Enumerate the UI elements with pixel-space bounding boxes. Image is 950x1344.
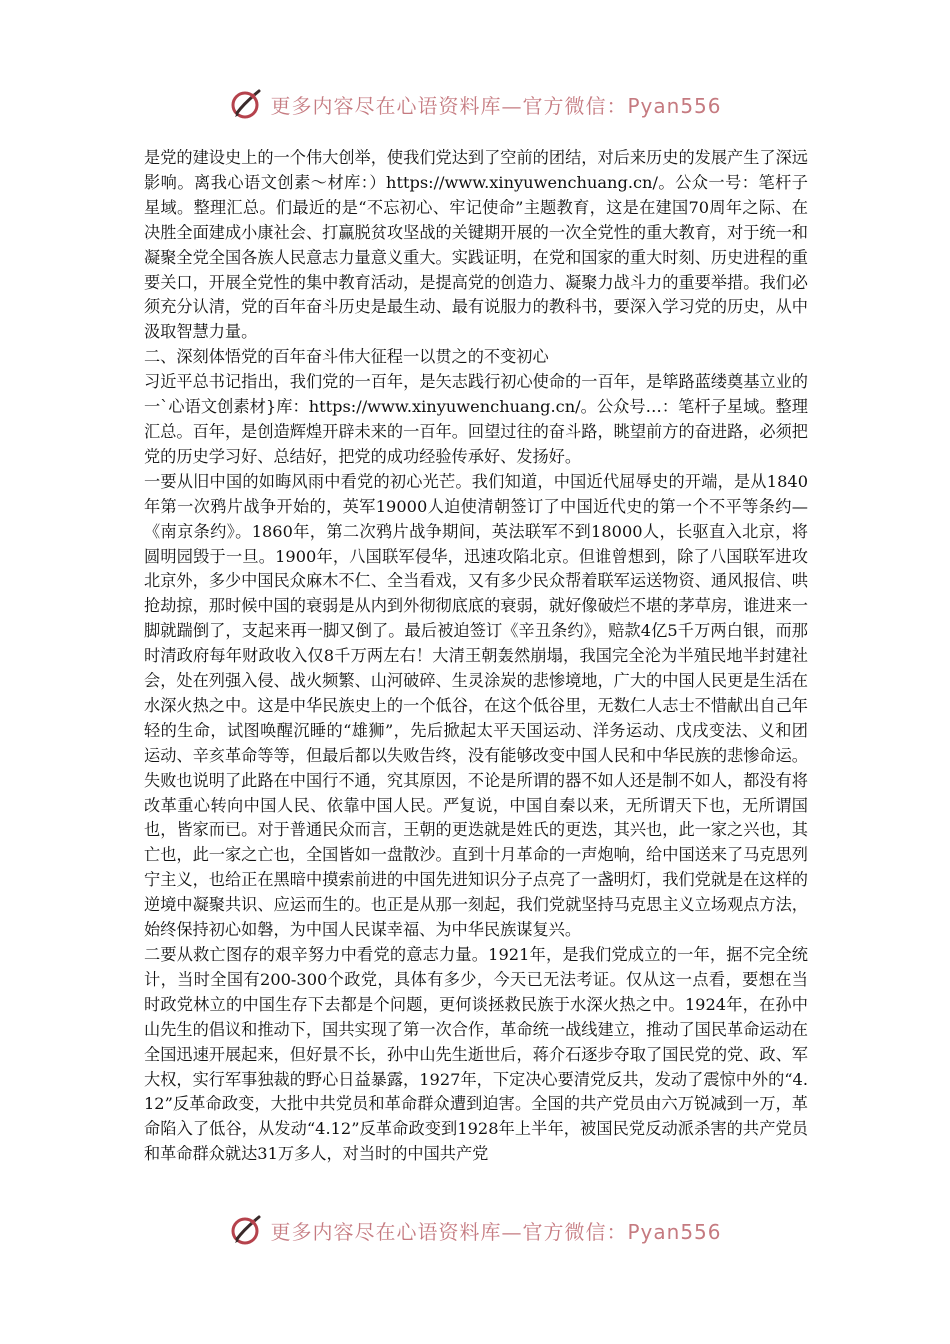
paragraph-1: 是党的建设史上的一个伟大创举，使我们党达到了空前的团结，对后来历史的发展产生了深远影响。离我心语文创素～材库：）https://www.xinyuwenchuang.cn/。公众一号：笔杆子星域。整理汇总。们最近的是“不忘初心、牢记使命”主题教育，这是在建国70周年之际、在决胜全面建成小康社会、打赢脱贫攻坚战的关键期开展的一次全党性的重大教育，对于统一和凝聚全党全国各族人民意志力量意义重大。实践证明，在党和国家的重大时刻、历史进程的重要关口，开展全党性的集中教育活动，是提高党的创造力、凝聚力战斗力的重要举措。我们必须充分认清，党的百年奋斗历史是最生动、最有说服力的教科书，要深入学习党的历史，从中汲取智慧力量。 — [144, 148, 808, 342]
footer-watermark-banner — [0, 1208, 950, 1252]
paragraph-3: 一要从旧中国的如晦风雨中看党的初心光芒。我们知道，中国近代屈辱史的开端，是从1840年第一次鸦片战争开始的，英军19000人迫使清朝签订了中国近代史的第一个不平等条约—《南京条约》。1860年，第二次鸦片战争期间，英法联军不到18000人，长驱直入北京，将圆明园毁于一旦。1900年，八国联军侵华，迅速攻陷北京。但谁曾想到，除了八国联军进攻北京外，多少中国民众麻木不仁、全当看戏，又有多少民众帮着联军运送物资、通风报信、哄抢劫掠，那时候中国的衰弱是从内到外彻彻底底的衰弱，就好像破烂不堪的茅草房，谁进来一脚就踹倒了，支起来再一脚又倒了。最后被迫签订《辛丑条约》，赔款4亿5千万两白银，而那时清政府每年财政收入仅8千万两左右！大清王朝轰然崩塌，我国完全沦为半殖民地半封建社会，处在列强入侵、战火频繁、山河破碎、生灵涂炭的悲惨境地，广大的中国人民更是生活在水深火热之中。这是中华民族史上的一个低谷，在这个低谷里，无数仁人志士不惜献出自己年轻的生命，试图唤醒沉睡的“雄狮”，先后掀起太平天国运动、洋务运动、戊戌变法、义和团运动、辛亥革命等等，但最后都以失败告终，没有能够改变中国人民和中华民族的悲惨命运。失败也说明了此路在中国行不通，究其原因，不论是所谓的器不如人还是制不如人，都没有将改革重心转向中国人民、依靠中国人民。严复说，中国自秦以来，无所谓天下也，无所谓国也，皆家而已。对于普通民众而言，王朝的更迭就是姓氏的更迭，其兴也，此一家之兴也，其亡也，此一家之亡也，全国皆如一盘散沙。直到十月革命的一声炮响，给中国送来了马克思列宁主义，也给正在黑暗中摸索前进的中国先进知识分子点亮了一盏明灯，我们党就是在这样的逆境中凝聚共识、应运而生的。也正是从那一刻起，我们党就坚持马克思主义立场观点方法，始终保持初心如磐，为中国人民谋幸福、为中华民族谋复兴。 — [144, 471, 808, 940]
ink-brush-logo-icon — [228, 86, 264, 122]
paragraph-4: 二要从救亡图存的艰辛努力中看党的意志力量。1921年，是我们党成立的一年，据不完全统计，当时全国有200-300个政党，具体有多少，今天已无法考证。仅从这一点看，要想在当时政党林立的中国生存下去都是个问题，更何谈拯救民族于水深火热之中。1924年，在孙中山先生的倡议和推动下，国共实现了第一次合作，革命统一战线建立，推动了国民革命运动在全国迅速开展起来，但好景不长，孙中山先生逝世后，蒋介石逐步夺取了国民党的党、政、军大权，实行军事独裁的野心日益暴露，1927年，下定决心要清党反共，发动了震惊中外的“4.12”反革命政变，大批中共党员和革命群众遭到迫害。全国的共产党员由六万锐减到一万，革命陷入了低谷，从发动“4.12”反革命政变到1928年上半年，被国民党反动派杀害的共产党员和革命群众就达31万多人，对当时的中国共产党 — [144, 945, 808, 1164]
paragraph-2: 习近平总书记指出，我们党的一百年，是矢志践行初心使命的一百年，是筚路蓝缕奠基立业的一`心语文创素材}库：https://www.xinyuwenchuang.cn/。公众号…：笔杆子星域。整理汇总。百年，是创造辉煌开辟未来的一百年。回望过往的奋斗路，眺望前方的奋进路，必须把党的历史学习好、总结好，把党的成功经验传承好、发扬好。 — [144, 372, 808, 466]
document-body — [144, 146, 808, 1167]
footer-watermark-text: 更多内容尽在心语资料库—官方微信：Pyan556 — [270, 1219, 722, 1244]
header-wechat-id: Pyan556 — [627, 93, 722, 118]
ink-brush-logo-icon — [228, 1212, 264, 1248]
section-heading: 二、深刻体悟党的百年奋斗伟大征程一以贯之的不变初心 — [144, 347, 549, 367]
header-watermark-banner — [0, 82, 950, 126]
header-watermark-text: 更多内容尽在心语资料库—官方微信：Pyan556 — [270, 93, 722, 118]
footer-wechat-id: Pyan556 — [627, 1219, 722, 1244]
